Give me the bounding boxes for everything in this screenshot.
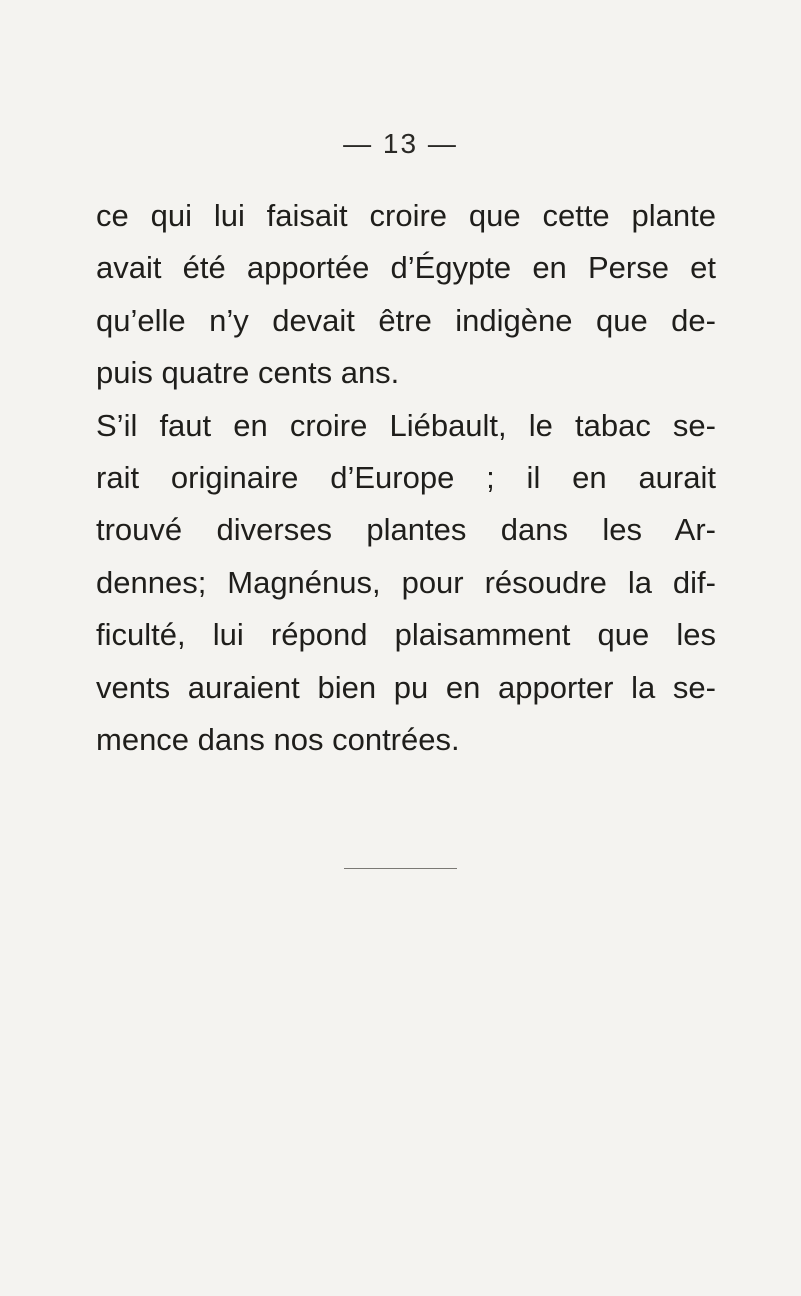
text-line: mence dans nos contrées. xyxy=(96,721,460,757)
text-line: S’il faut en croire Liébault, le tabac se- xyxy=(96,407,716,443)
page-number: — 13 — xyxy=(343,128,458,159)
body-text xyxy=(96,190,716,766)
section-rule xyxy=(344,868,457,869)
text-line: ficulté, lui répond plaisamment que les xyxy=(96,617,716,653)
text-line: vents auraient bien pu en apporter la se- xyxy=(96,669,716,705)
text-line: puis quatre cents ans. xyxy=(96,355,400,391)
text-line: avait été apportée d’Égypte en Perse et xyxy=(96,250,716,286)
text-line: trouvé diverses plantes dans les Ar- xyxy=(96,512,716,548)
text-line: dennes; Magnénus, pour résoudre la dif- xyxy=(96,564,716,600)
text-line: ce qui lui faisait croire que cette plante xyxy=(96,198,716,233)
text-line: qu’elle n’y devait être indigène que de- xyxy=(96,302,716,338)
text-line: rait originaire d’Europe ; il en aurait xyxy=(96,459,716,495)
